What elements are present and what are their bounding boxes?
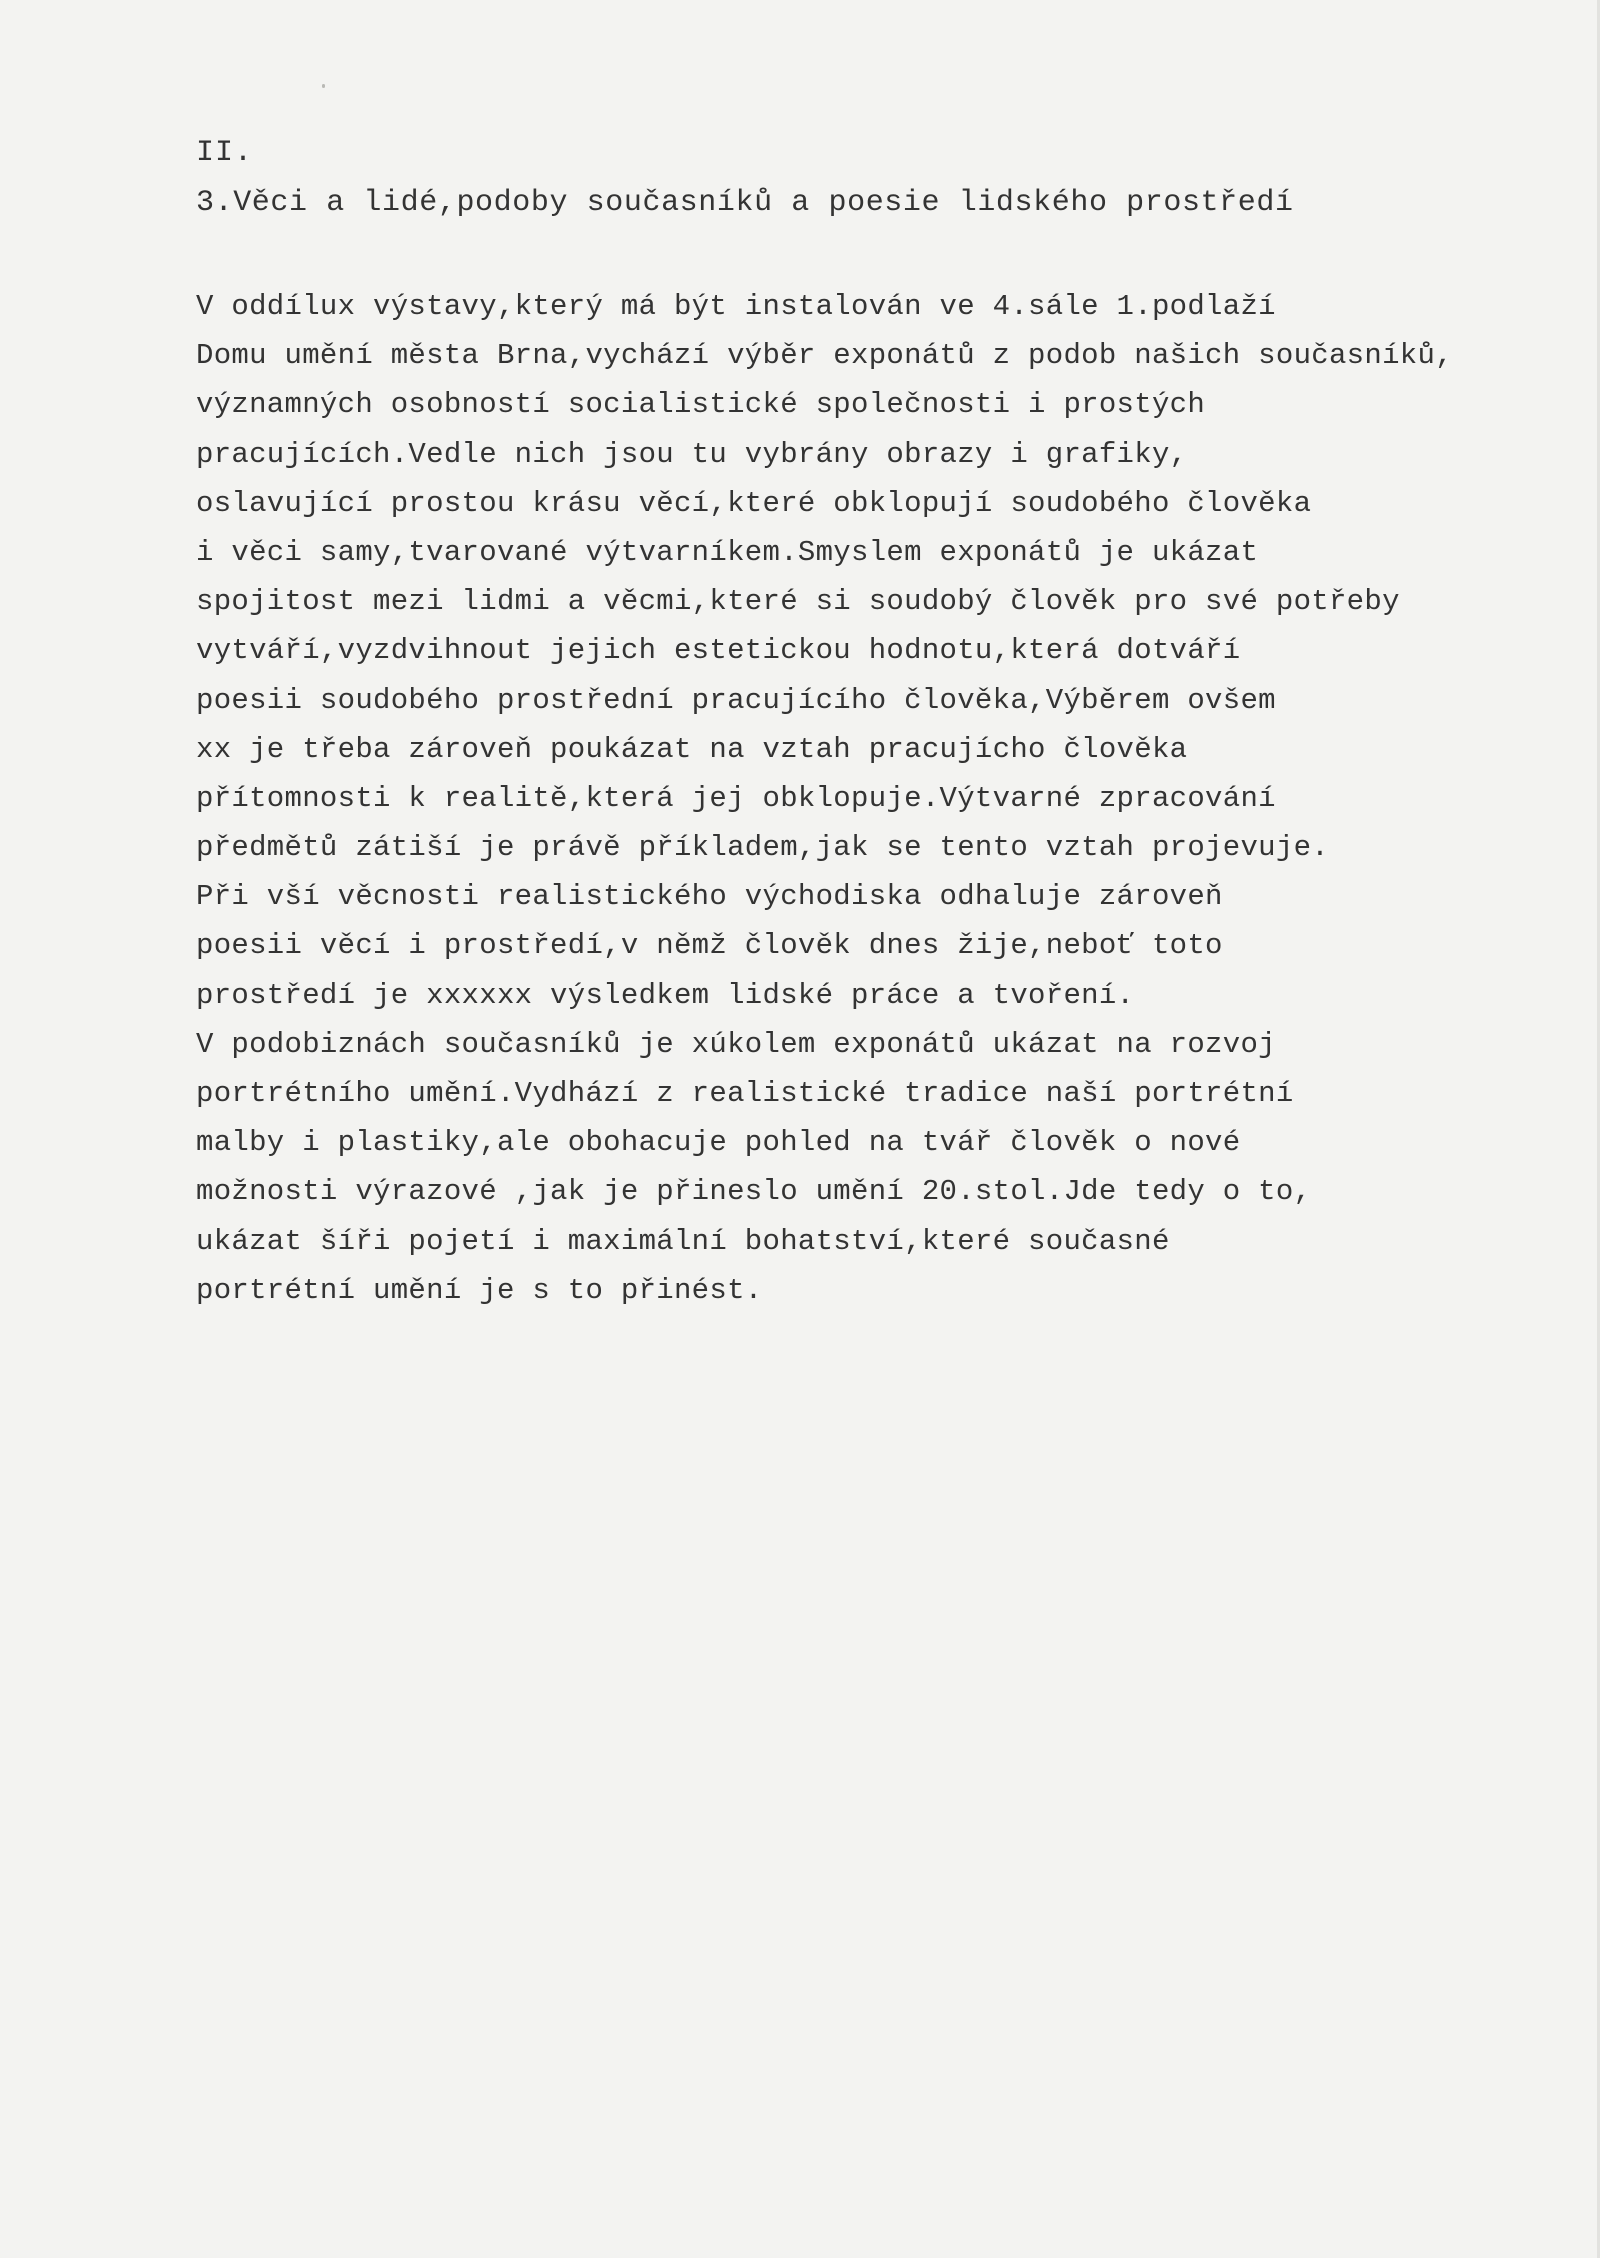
text-line: xx je třeba zároveň poukázat na vztah pracujícho člověka xyxy=(196,732,1188,766)
text-line: vytváří,vyzdvihnout jejich estetickou hodnotu,která dotváří xyxy=(196,634,1241,668)
text-line: poesii soudobého prostřední pracujícího člověka,Výběrem ovšem xyxy=(196,683,1276,717)
text-line: pracujících.Vedle nich jsou tu vybrány obrazy i grafiky, xyxy=(196,437,1188,471)
text-line: možnosti výrazové ,jak je přineslo umění 20.stol.Jde tedy o to, xyxy=(196,1175,1312,1209)
text-line: i věci samy,tvarované výtvarníkem.Smyslem exponátů je ukázat xyxy=(196,535,1259,569)
section-label: II. xyxy=(196,136,254,170)
body-text xyxy=(196,282,1586,1315)
text-line: V oddílux výstavy,který má být instalován ve 4.sále 1.podlaží xyxy=(196,290,1276,323)
text-line: prostředí je xxxxxx výsledkem lidské práce a tvoření. xyxy=(196,978,1135,1012)
page-heading: 3.Věci a lidé,podoby současníků a poesie lidského prostředí xyxy=(196,186,1294,220)
text-line: malby i plastiky,ale obohacuje pohled na tvář člověk o nové xyxy=(196,1126,1241,1160)
text-line: portrétního umění.Vydhází z realistické tradice naší portrétní xyxy=(196,1077,1294,1110)
text-line: V podobiznách současníků je xúkolem exponátů ukázat na rozvoj xyxy=(196,1027,1276,1061)
text-line: ukázat šíři pojetí i maximální bohatství,které současné xyxy=(196,1224,1170,1258)
text-line: Při vší věcnosti realistického východiska odhaluje zároveň xyxy=(196,880,1223,914)
text-line: významných osobností socialistické společnosti i prostých xyxy=(196,388,1206,422)
text-line: Domu umění města Brna,vychází výběr exponátů z podob našich současníků, xyxy=(196,339,1453,373)
text-line: portrétní umění je s to přinést. xyxy=(196,1273,763,1307)
text-line: spojitost mezi lidmi a věcmi,které si soudobý člověk pro své potřeby xyxy=(196,585,1400,619)
text-line: poesii věcí i prostředí,v němž člověk dnes žije,neboť toto xyxy=(196,929,1223,963)
text-line: předmětů zátiší je právě příkladem,jak se tento vztah projevuje. xyxy=(196,831,1329,865)
paper-speck xyxy=(322,84,325,88)
text-line: přítomnosti k realitě,která jej obklopuje.Výtvarné zpracování xyxy=(196,781,1276,815)
text-line: oslavující prostou krásu věcí,které obklopují soudobého člověka xyxy=(196,486,1312,520)
